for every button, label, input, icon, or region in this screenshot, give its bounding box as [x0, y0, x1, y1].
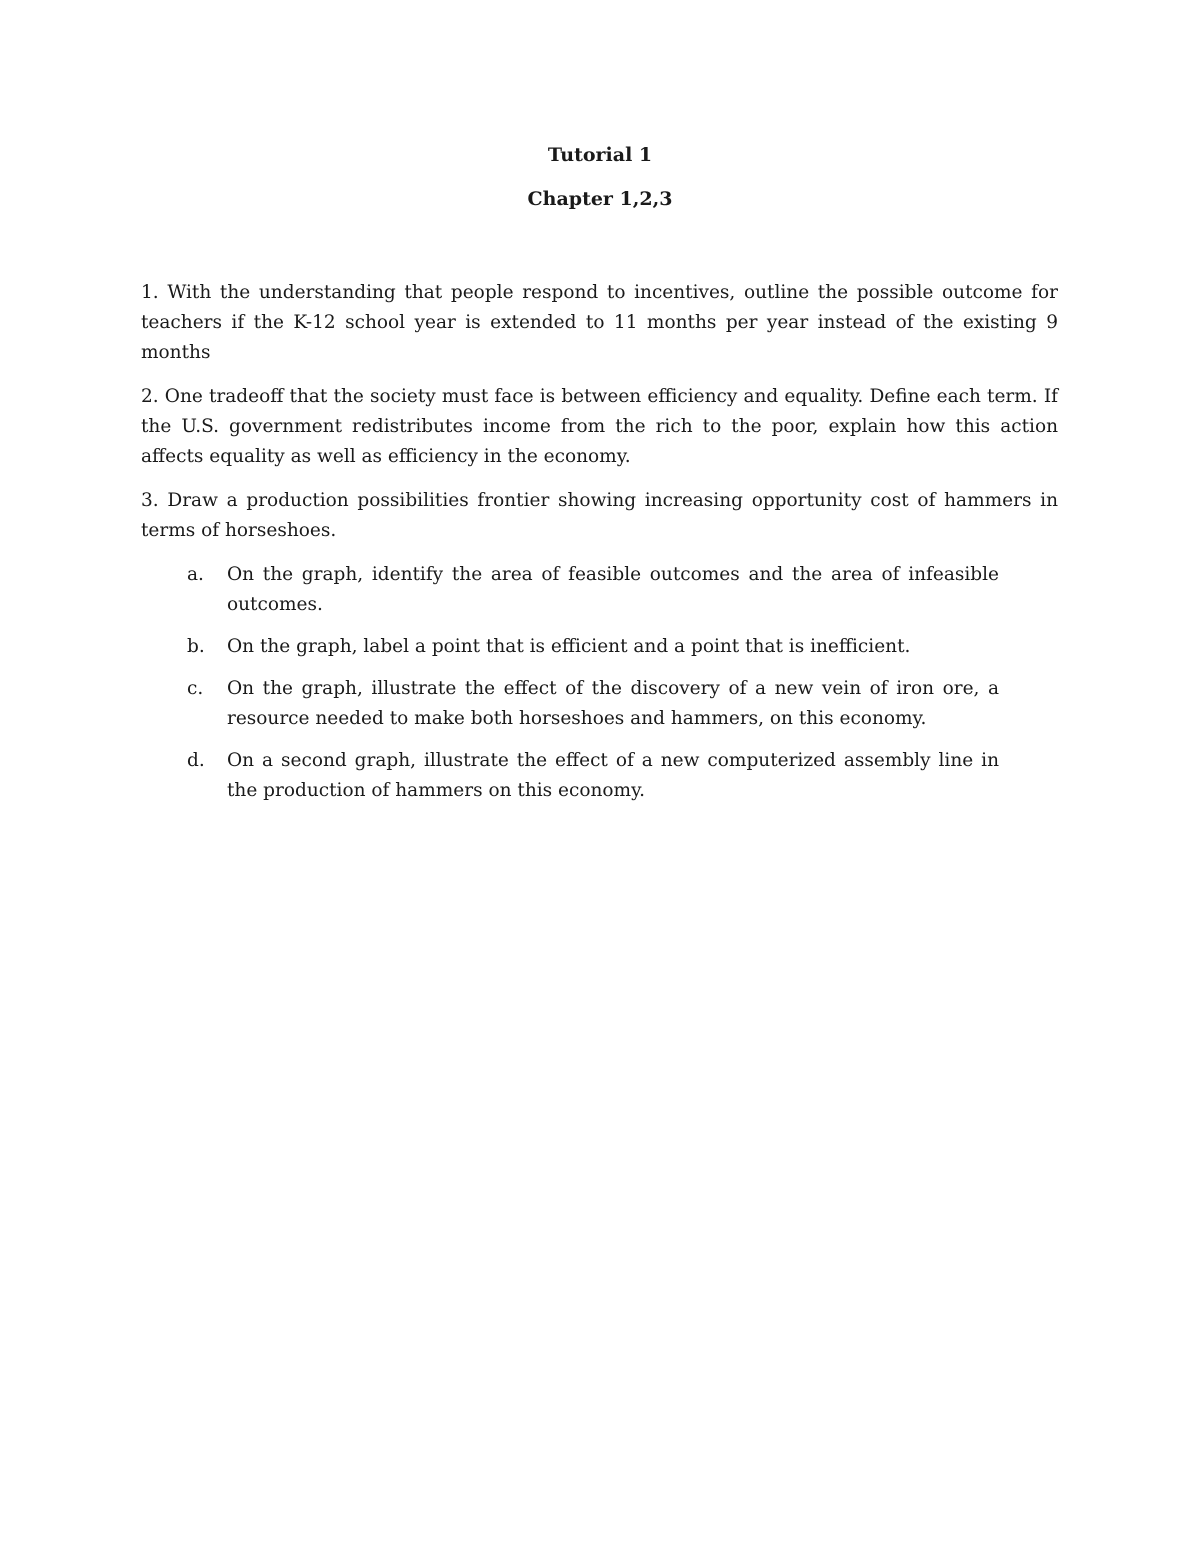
question-2: 2. One tradeoff that the society must face is between efficiency and equality. Define each term. If the U.S. government redistributes income from the rich to the poor, explain how this action affects equality as well as efficiency in the economy. — [141, 386, 1058, 467]
question-3-part-b — [187, 632, 999, 662]
question-3-part-c — [187, 674, 999, 734]
question-3-part-a — [187, 560, 999, 620]
part-text: On the graph, label a point that is efficient and a point that is inefficient. — [227, 636, 911, 657]
part-marker: a. — [187, 564, 204, 585]
part-text: On the graph, identify the area of feasible outcomes and the area of infeasible outcomes. — [227, 564, 999, 615]
part-marker: b. — [187, 636, 205, 657]
part-marker: c. — [187, 678, 204, 699]
question-1: 1. With the understanding that people respond to incentives, outline the possible outcome for teachers if the K-12 school year is extended to 11 months per year instead of the existing 9 months — [141, 282, 1058, 363]
question-3-part-d — [187, 746, 999, 806]
document-body — [141, 278, 1058, 818]
question-3-parts — [187, 560, 999, 806]
question-3: 3. Draw a production possibilities frontier showing increasing opportunity cost of hammers in terms of horseshoes. — [141, 490, 1058, 541]
page-title: Tutorial 1 — [547, 144, 653, 166]
part-text: On the graph, illustrate the effect of the discovery of a new vein of iron ore, a resource needed to make both horseshoes and hammers, on this economy. — [227, 678, 999, 729]
page-subtitle: Chapter 1,2,3 — [527, 188, 673, 210]
part-text: On a second graph, illustrate the effect of a new computerized assembly line in the production of hammers on this economy. — [227, 750, 999, 801]
part-marker: d. — [187, 750, 205, 771]
